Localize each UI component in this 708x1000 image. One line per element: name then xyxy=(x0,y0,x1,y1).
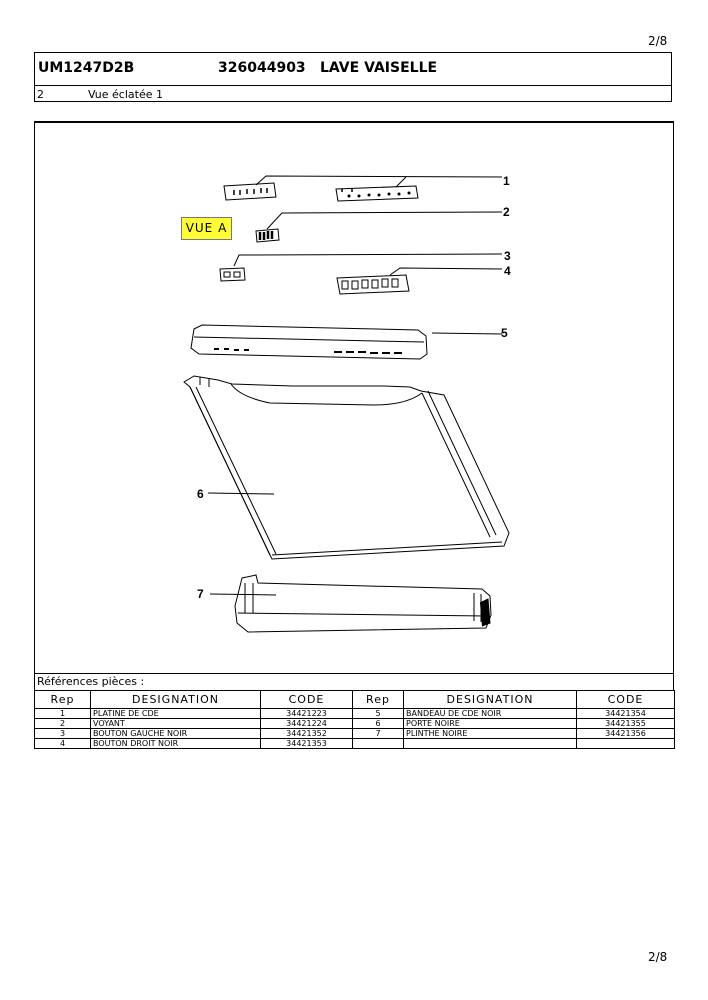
parts-table-header xyxy=(35,691,675,709)
appliance-type: LAVE VAISELLE xyxy=(320,60,438,76)
page-number-bottom: 2/8 xyxy=(648,950,668,964)
part-control-plate xyxy=(224,183,418,201)
rep-cell: 7 xyxy=(353,729,404,739)
leader-line-5 xyxy=(432,333,502,334)
leader-line-1 xyxy=(256,176,502,185)
part-plinth xyxy=(235,575,491,632)
part-right-button xyxy=(337,275,409,294)
designation-cell: BANDEAU DE CDE NOIR xyxy=(404,709,577,719)
code-cell: 34421223 xyxy=(261,709,353,719)
col-header-code: CODE xyxy=(577,691,675,709)
table-row xyxy=(35,709,675,719)
code-cell: 34421224 xyxy=(261,719,353,729)
col-header-designation: DESIGNATION xyxy=(91,691,261,709)
designation-cell: PORTE NOIRE xyxy=(404,719,577,729)
rep-cell xyxy=(353,739,404,749)
model-code: UM1247D2B xyxy=(38,60,135,76)
callout-3: 3 xyxy=(504,249,511,263)
rep-cell: 2 xyxy=(35,719,91,729)
designation-cell: PLINTHE NOIRE xyxy=(404,729,577,739)
designation-cell: BOUTON GAUCHE NOIR xyxy=(91,729,261,739)
section-number: 2 xyxy=(37,88,44,101)
rep-cell: 6 xyxy=(353,719,404,729)
col-header-rep: Rep xyxy=(353,691,404,709)
code-cell: 34421356 xyxy=(577,729,675,739)
col-header-designation: DESIGNATION xyxy=(404,691,577,709)
rep-cell: 3 xyxy=(35,729,91,739)
callout-6: 6 xyxy=(197,487,204,501)
code-cell: 34421353 xyxy=(261,739,353,749)
code-cell: 34421352 xyxy=(261,729,353,739)
designation-cell: BOUTON DROIT NOIR xyxy=(91,739,261,749)
designation-cell: VOYANT xyxy=(91,719,261,729)
part-left-button xyxy=(220,268,245,281)
callout-5: 5 xyxy=(501,326,508,340)
part-door xyxy=(184,376,509,559)
leader-line-1b xyxy=(396,177,406,187)
leader-line-4 xyxy=(390,268,502,275)
page-number-top: 2/8 xyxy=(648,34,668,48)
part-indicator-light xyxy=(256,229,279,242)
table-row xyxy=(35,739,675,749)
section-title: Vue éclatée 1 xyxy=(88,88,163,101)
callout-7: 7 xyxy=(197,587,204,601)
view-a-label: VUE A xyxy=(181,217,232,240)
designation-cell xyxy=(404,739,577,749)
col-header-code: CODE xyxy=(261,691,353,709)
rep-cell: 4 xyxy=(35,739,91,749)
table-row xyxy=(35,719,675,729)
code-cell xyxy=(577,739,675,749)
leader-line-2 xyxy=(267,212,502,229)
code-cell: 34421355 xyxy=(577,719,675,729)
table-row xyxy=(35,729,675,739)
leader-line-3 xyxy=(234,254,502,266)
parts-table xyxy=(34,690,675,749)
code-cell: 34421354 xyxy=(577,709,675,719)
parts-reference-label: Références pièces : xyxy=(37,675,145,688)
col-header-rep: Rep xyxy=(35,691,91,709)
rep-cell: 5 xyxy=(353,709,404,719)
exploded-view-diagram xyxy=(34,123,674,673)
part-control-panel xyxy=(191,325,427,359)
rep-cell: 1 xyxy=(35,709,91,719)
callout-2: 2 xyxy=(503,205,510,219)
header-divider xyxy=(34,85,672,86)
callout-1: 1 xyxy=(503,174,510,188)
part-number: 326044903 xyxy=(218,60,306,76)
callout-4: 4 xyxy=(504,264,511,278)
designation-cell: PLATINE DE CDE xyxy=(91,709,261,719)
